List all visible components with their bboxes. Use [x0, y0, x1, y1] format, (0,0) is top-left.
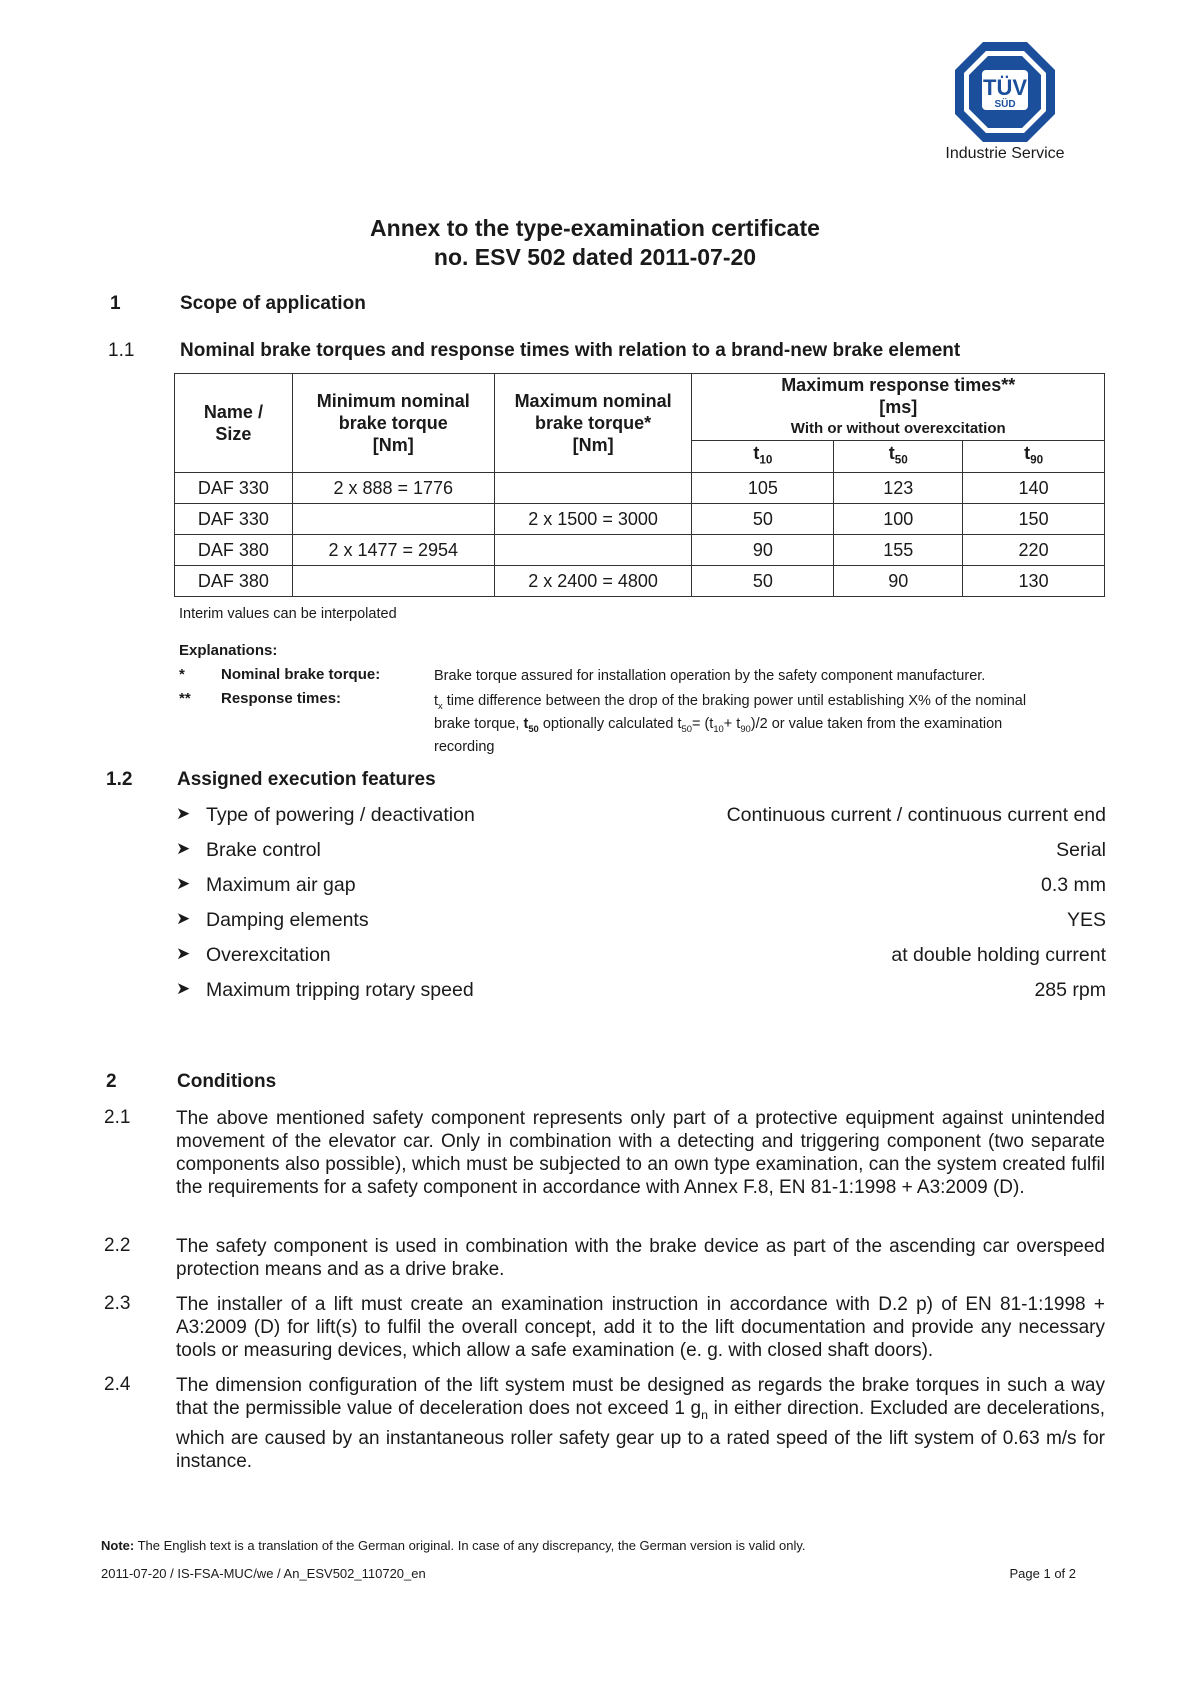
section-1-1-number: 1.1 [108, 340, 135, 361]
para-2-4-text: The dimension configuration of the lift system must be designed as regards the brake torques in such a way that the permissible value of deceleration does not exceed 1 $g_n$ in either direction. Excluded are decelerations, which are caused by an instantaneous roller safety gear up to a rated speed of the lift system of 0.63 m/s for instance. [176, 1375, 1105, 1472]
header-resp-sub: With or without overexcitation [790, 420, 1006, 437]
cell-max [494, 473, 692, 504]
header-max-line3: [Nm] [572, 435, 614, 455]
document-title-line1: Annex to the type-examination certificate [370, 215, 820, 241]
para-2-3-number: 2.3 [104, 1293, 131, 1314]
header-min-line3: [Nm] [372, 435, 414, 455]
explanation-1-label: Nominal brake torque: [221, 666, 381, 683]
section-1-1-heading: Nominal brake torques and response times with relation to a brand-new brake element [180, 340, 961, 361]
section-2-heading: Conditions [177, 1071, 277, 1092]
para-2-2-number: 2.2 [104, 1235, 131, 1256]
table-row [175, 535, 1105, 566]
cell-t90: 150 [963, 504, 1105, 535]
header-response-times [692, 374, 1105, 441]
feature-row [176, 979, 1106, 1009]
t90-base: t [1024, 442, 1031, 463]
cell-name: DAF 330 [175, 473, 293, 504]
arrow-bullet-icon: ➤ [176, 909, 191, 928]
cell-t10: 90 [692, 535, 834, 566]
table-row [175, 473, 1105, 504]
feature-value: 285 rpm [1034, 979, 1106, 1001]
explanations-heading: Explanations: [179, 642, 278, 659]
feature-row [176, 944, 1106, 974]
feature-value: at double holding current [891, 944, 1106, 966]
feature-row [176, 804, 1106, 834]
feature-value: Serial [1056, 839, 1106, 861]
para-2-4-number: 2.4 [104, 1374, 131, 1395]
header-max-line2: brake torque* [535, 413, 652, 433]
tuv-sud-logo [953, 40, 1057, 144]
cell-t90: 220 [963, 535, 1105, 566]
table-row [175, 504, 1105, 535]
footer-note-text: The English text is a translation of the German original. In case of any discrepancy, the German version is valid only. [134, 1538, 806, 1553]
t10-base: t [753, 442, 760, 463]
section-1-heading: Scope of application [180, 293, 366, 314]
cell-name: DAF 380 [175, 566, 293, 597]
t50-base: t [888, 442, 895, 463]
feature-value: Continuous current / continuous current end [726, 804, 1106, 826]
feature-row [176, 839, 1106, 869]
footer-reference: 2011-07-20 / IS-FSA-MUC/we / An_ESV502_110720_en [101, 1566, 426, 1581]
feature-value: YES [1066, 909, 1106, 931]
arrow-bullet-icon: ➤ [176, 979, 191, 998]
logo-mark-sub: SÜD [994, 99, 1016, 110]
logo-mark-text: TÜV [983, 75, 1027, 100]
cell-min: 2 x 888 = 1776 [292, 473, 494, 504]
cell-max [494, 535, 692, 566]
header-name-line1: Name / [203, 402, 263, 422]
explanation-1-text: Brake torque assured for installation operation by the safety component manufacturer. [434, 668, 986, 684]
cell-t50: 100 [834, 504, 963, 535]
para-2-3-text: The installer of a lift must create an examination instruction in accordance with D.2 p) of EN 81-1:1998 + A3:2009 (D) for lift(s) to fulfil the overall concept, add it to the lift documentation and provide any necessary tools or measuring devices, which allow a safe examination (e. g. with closed shaft doors). [176, 1294, 1105, 1361]
cell-t90: 130 [963, 566, 1105, 597]
header-name-line2: Size [215, 424, 252, 444]
feature-label: Maximum tripping rotary speed [206, 979, 474, 1001]
header-resp-line2: [ms] [879, 397, 918, 417]
arrow-bullet-icon: ➤ [176, 944, 191, 963]
explanation-2-mark: ** [179, 690, 191, 707]
explanation-1-mark: * [179, 666, 185, 683]
footer-page-number: Page 1 of 2 [1009, 1566, 1076, 1581]
interim-note: Interim values can be interpolated [179, 606, 397, 622]
explanation-2-text: $t_x$ time difference between the drop of the braking power until establishing X% of the nominal brake torque, $t_{50}$ optionally calculated $t_{50}= (t_{10}+ t_{90})/2$ or value taken from the examination recording [434, 693, 1027, 755]
feature-value: 0.3 mm [1040, 874, 1106, 896]
t10-sub: 10 [759, 453, 773, 467]
arrow-bullet-icon: ➤ [176, 839, 191, 858]
feature-row [176, 909, 1106, 939]
cell-min [292, 504, 494, 535]
cell-name: DAF 380 [175, 535, 293, 566]
brake-torque-table [174, 373, 1105, 597]
header-t90 [963, 441, 1105, 473]
t90-sub: 90 [1030, 453, 1044, 467]
feature-label: Type of powering / deactivation [206, 804, 475, 826]
header-resp-line1: Maximum response times** [781, 375, 1016, 395]
footer-note-label: Note: [101, 1538, 135, 1553]
cell-min [292, 566, 494, 597]
cell-min: 2 x 1477 = 2954 [292, 535, 494, 566]
cell-t50: 155 [834, 535, 963, 566]
section-1-2-heading: Assigned execution features [177, 769, 436, 790]
feature-label: Maximum air gap [206, 874, 356, 896]
section-1-number: 1 [110, 293, 121, 314]
header-min-line2: brake torque [338, 413, 448, 433]
table-row [175, 566, 1105, 597]
section-1-2-number: 1.2 [106, 769, 133, 790]
section-2-number: 2 [106, 1071, 117, 1092]
footer-note [101, 1538, 1101, 1553]
t50-sub: 50 [894, 453, 908, 467]
arrow-bullet-icon: ➤ [176, 804, 191, 823]
header-min-torque [292, 374, 494, 473]
header-t10 [692, 441, 834, 473]
para-2-2-text: The safety component is used in combination with the brake device as part of the ascending car overspeed protection means and as a drive brake. [176, 1236, 1105, 1280]
header-name [175, 374, 293, 473]
feature-label: Damping elements [206, 909, 369, 931]
cell-t10: 50 [692, 504, 834, 535]
cell-t50: 90 [834, 566, 963, 597]
arrow-bullet-icon: ➤ [176, 874, 191, 893]
feature-row [176, 874, 1106, 904]
header-min-line1: Minimum nominal [316, 391, 470, 411]
para-2-1-text: The above mentioned safety component represents only part of a protective equipment against unintended movement of the elevator car. Only in combination with a detecting and triggering component (two separate components also possible), which must be subjected to an own type examination, can the system created fulfil the requirements for a safety component in accordance with Annex F.8, EN 81-1:1998 + A3:2009 (D). [176, 1108, 1105, 1198]
header-max-line1: Maximum nominal [514, 391, 672, 411]
cell-t50: 123 [834, 473, 963, 504]
cell-t90: 140 [963, 473, 1105, 504]
feature-label: Overexcitation [206, 944, 331, 966]
para-2-1-number: 2.1 [104, 1107, 131, 1128]
cell-max: 2 x 1500 = 3000 [494, 504, 692, 535]
feature-label: Brake control [206, 839, 321, 861]
explanation-2-label: Response times: [221, 690, 342, 707]
header-max-torque [494, 374, 692, 473]
cell-t10: 105 [692, 473, 834, 504]
document-title-line2: no. ESV 502 dated 2011-07-20 [433, 244, 757, 270]
cell-name: DAF 330 [175, 504, 293, 535]
cell-max: 2 x 2400 = 4800 [494, 566, 692, 597]
header-t50 [834, 441, 963, 473]
logo-subtitle: Industrie Service [945, 145, 1065, 162]
cell-t10: 50 [692, 566, 834, 597]
